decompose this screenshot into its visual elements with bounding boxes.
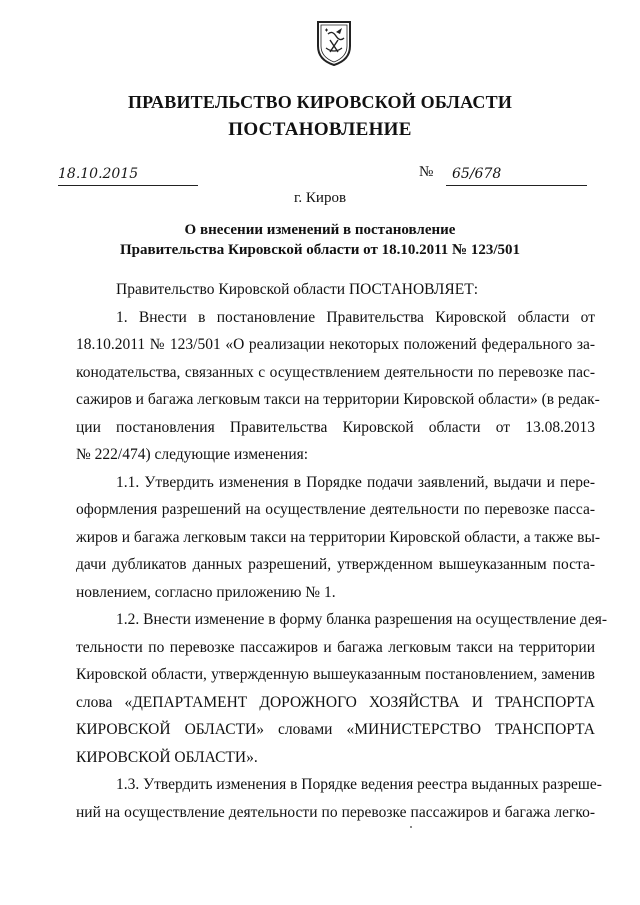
document-number-field	[446, 165, 587, 186]
body-line: 1.1. Утвердить изменения в Порядке подачи заявлений, выдачи и пере-	[116, 473, 595, 491]
number-label: №	[419, 164, 434, 180]
subject-line: О внесении изменений в постановление	[184, 222, 456, 238]
kirov-coat-of-arms-emblem	[314, 18, 354, 68]
document-type-title: ПОСТАНОВЛЕНИЕ	[228, 119, 412, 140]
organization-name: ПРАВИТЕЛЬСТВО КИРОВСКОЙ ОБЛАСТИ	[127, 92, 513, 112]
coat-of-arms-icon	[314, 18, 354, 68]
body-line: сажиров и багажа легковым такси на территории Кировской области» (в редак-	[76, 391, 600, 408]
body-line: слова «ДЕПАРТАМЕНТ ДОРОЖНОГО ХОЗЯЙСТВА И ТРАНСПОРТА	[76, 693, 595, 711]
document-body	[76, 276, 608, 826]
scan-speck	[410, 826, 412, 828]
body-line: КИРОВСКОЙ ОБЛАСТИ» словами «МИНИСТЕРСТВО ТРАНСПОРТА	[76, 721, 595, 738]
body-line: Кировской области, утвержденную вышеуказанным постановлением, заменив	[76, 666, 595, 683]
city: г. Киров	[293, 190, 347, 206]
body-line: 1.2. Внести изменение в форму бланка разрешения на осуществление дея-	[116, 611, 608, 628]
body-line: 1.3. Утвердить изменения в Порядке ведения реестра выданных разреше-	[116, 776, 602, 793]
body-line: дачи дубликатов данных разрешений, утвержденном вышеуказанным поста-	[76, 556, 595, 573]
body-line: 1. Внести в постановление Правительства Кировской области от	[116, 308, 595, 326]
body-line: оформления разрешений на осуществление деятельности по перевозке пасса-	[76, 501, 595, 518]
subject-heading	[0, 220, 640, 260]
body-line: ции постановления Правительства Кировской области от 13.08.2013	[76, 418, 595, 436]
body-line: 18.10.2011 № 123/501 «О реализации некоторых положений федерального за-	[76, 336, 595, 353]
body-line: № 222/474) следующие изменения:	[76, 446, 309, 463]
document-number: 65/678	[452, 166, 502, 182]
body-line: ний на осуществление деятельности по перевозке пассажиров и багажа легко-	[76, 803, 595, 821]
body-line: конодательства, связанных с осуществлением деятельности по перевозке пас-	[76, 363, 595, 381]
body-line: КИРОВСКОЙ ОБЛАСТИ».	[76, 748, 258, 766]
body-line: жиров и багажа легковым такси на территории Кировской области, а также вы-	[76, 528, 601, 546]
body-line: тельности по перевозке пассажиров и багажа легковым такси на территории	[76, 638, 595, 656]
body-line: Правительство Кировской области ПОСТАНОВЛЯЕТ:	[116, 281, 479, 298]
document-date-field	[58, 165, 198, 186]
body-line: новлением, согласно приложению № 1.	[76, 583, 336, 601]
document-date: 18.10.2015	[58, 166, 139, 182]
subject-line: Правительства Кировской области от 18.10.2011 № 123/501	[119, 242, 521, 258]
